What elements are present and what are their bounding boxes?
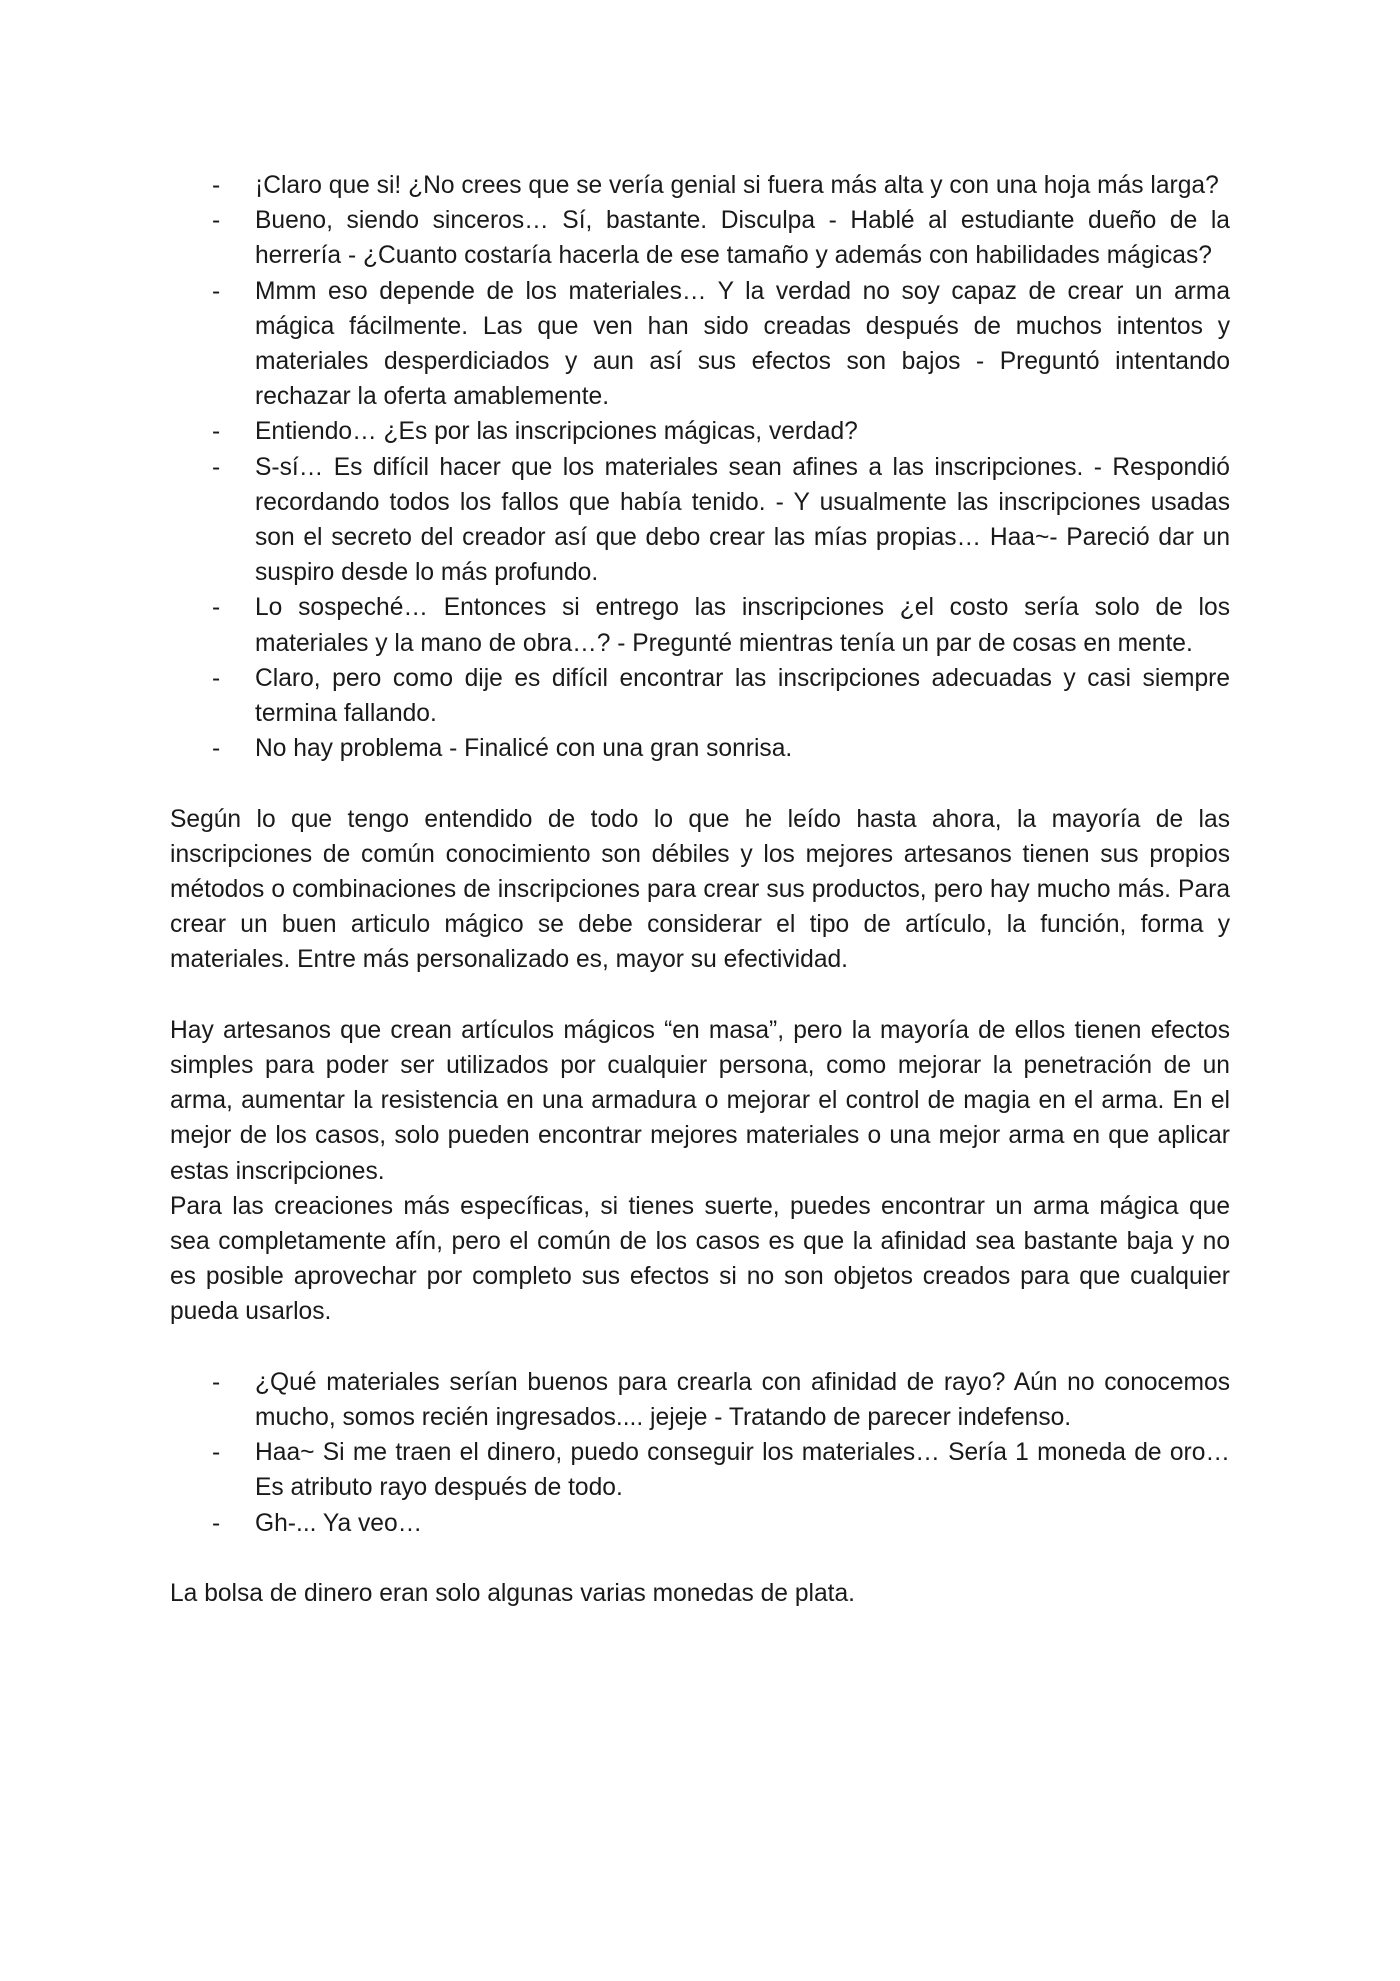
dialogue-text: ¡Claro que si! ¿No crees que se vería genial si fuera más alta y con una hoja más larga? <box>255 172 1219 199</box>
dialogue-text: Lo sospeché… Entonces si entrego las inscripciones ¿el costo sería solo de los materiales y la mano de obra…? - Pregunté mientras tenía un par de cosas en mente. <box>255 594 1230 657</box>
paragraph-gap <box>170 766 1230 801</box>
dash-marker: - <box>212 418 221 446</box>
dash-marker: - <box>212 453 221 481</box>
dialogue-line <box>170 1435 1230 1505</box>
dash-marker: - <box>212 207 221 235</box>
dialogue-text: ¿Qué materiales serían buenos para crearla con afinidad de rayo? Aún no conocemos mucho, somos recién ingresados.... jejeje - Tratando de parecer indefenso. <box>255 1368 1230 1432</box>
dialogue-list-2 <box>170 1365 1230 1541</box>
narrative-paragraph: Hay artesanos que crean artículos mágicos “en masa”, pero la mayoría de ellos tienen efectos simples para poder ser utilizados por cualquier persona, como mejorar la penetración de un arma, aumentar la resistencia en una armadura o mejorar el control de magia en el arma. En el mejor de los casos, solo pueden encontrar mejores materiales o una mejor arma en que aplicar estas inscripciones. <box>170 1016 1230 1185</box>
dialogue-text: Haa~ Si me traen el dinero, puedo conseguir los materiales… Sería 1 moneda de oro… Es atributo rayo después de todo. <box>255 1439 1230 1502</box>
paragraph-gap <box>170 978 1230 1013</box>
dash-marker: - <box>212 1509 221 1537</box>
dialogue-list-1 <box>170 168 1230 766</box>
narrative-paragraph: Para las creaciones más específicas, si tienes suerte, puedes encontrar un arma mágica que sea completamente afín, pero el común de los casos es que la afinidad sea bastante baja y no es posible aprovechar por completo sus efectos si no son objetos creados para que cualquier pueda usarlos. <box>170 1192 1230 1326</box>
dialogue-line <box>170 1506 1230 1541</box>
dialogue-line <box>170 661 1230 731</box>
dialogue-line <box>170 203 1230 273</box>
dialogue-text: No hay problema - Finalicé con una gran sonrisa. <box>255 735 793 763</box>
dash-marker: - <box>212 594 221 622</box>
dialogue-line <box>170 168 1230 203</box>
paragraph-gap <box>170 1541 1230 1576</box>
dialogue-text: Claro, pero como dije es difícil encontrar las inscripciones adecuadas y casi siempre termina fallando. <box>255 664 1230 728</box>
dash-marker: - <box>212 172 221 199</box>
narrative-paragraph: Según lo que tengo entendido de todo lo que he leído hasta ahora, la mayoría de las inscripciones de común conocimiento son débiles y los mejores artesanos tienen sus propios métodos o combinaciones de inscripciones para crear sus productos, pero hay mucho más. Para crear un buen articulo mágico se debe considerar el tipo de artículo, la función, forma y materiales. Entre más personalizado es, mayor su efectividad. <box>170 805 1230 974</box>
paragraph-gap <box>170 1330 1230 1365</box>
dialogue-text: Gh-... Ya veo… <box>255 1509 423 1537</box>
document-body <box>170 168 1230 1611</box>
dialogue-line <box>170 274 1230 415</box>
dash-marker: - <box>212 277 221 305</box>
dialogue-line <box>170 414 1230 449</box>
narrative-paragraph: La bolsa de dinero eran solo algunas varias monedas de plata. <box>170 1580 855 1608</box>
dialogue-line <box>170 731 1230 766</box>
dialogue-line <box>170 1365 1230 1435</box>
dialogue-text: Entiendo… ¿Es por las inscripciones mágicas, verdad? <box>255 418 858 446</box>
dialogue-text: Bueno, siendo sinceros… Sí, bastante. Disculpa - Hablé al estudiante dueño de la herrería - ¿Cuanto costaría hacerla de ese tamaño y además con habilidades mágicas? <box>255 207 1230 270</box>
dash-marker: - <box>212 664 221 692</box>
dash-marker: - <box>212 1439 221 1467</box>
dialogue-line <box>170 450 1230 591</box>
dash-marker: - <box>212 735 221 763</box>
dialogue-line <box>170 590 1230 660</box>
dash-marker: - <box>212 1368 221 1396</box>
dialogue-text: S-sí… Es difícil hacer que los materiales sean afines a las inscripciones. - Respondió recordando todos los fallos que había tenido. - Y usualmente las inscripciones usadas son el secreto del creador así que debo crear las mías propias… Haa~- Pareció dar un suspiro desde lo más profundo. <box>255 453 1230 587</box>
dialogue-text: Mmm eso depende de los materiales… Y la verdad no soy capaz de crear un arma mágica fácilmente. Las que ven han sido creadas después de muchos intentos y materiales desperdiciados y aun así sus efectos son bajos - Preguntó intentando rechazar la oferta amablemente. <box>255 277 1230 411</box>
